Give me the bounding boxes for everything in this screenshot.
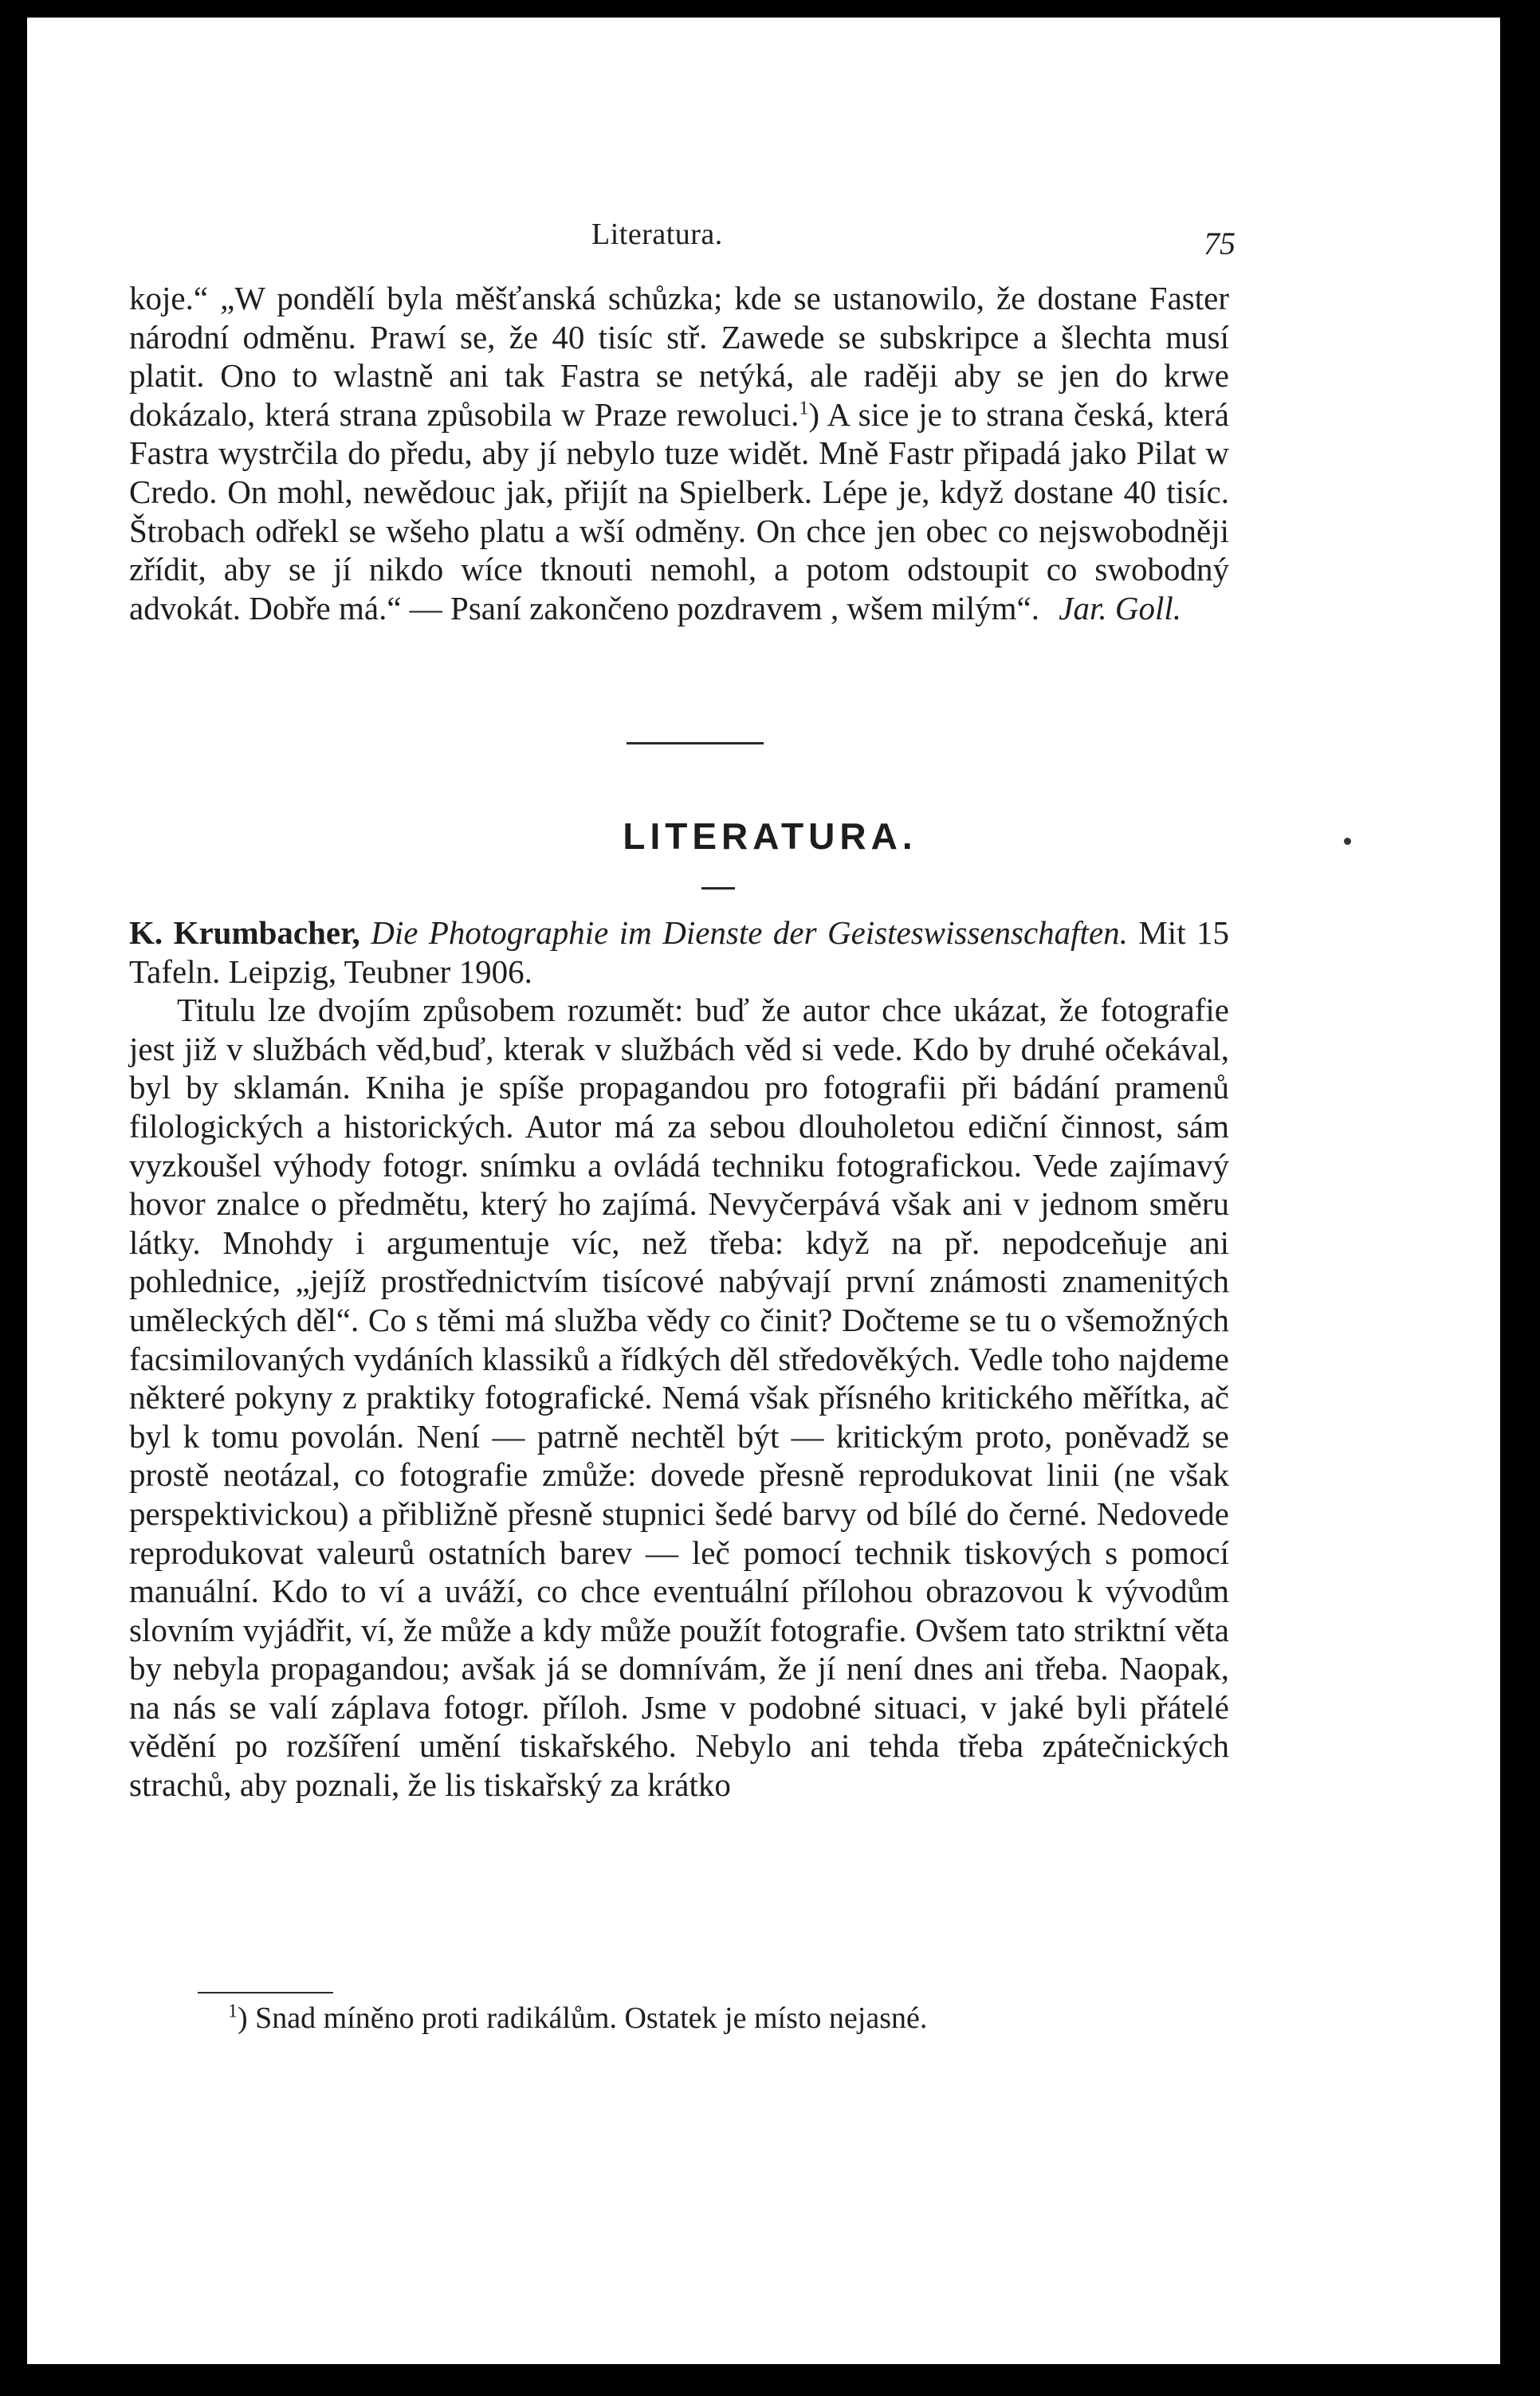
footnote-reference: 1 <box>799 398 809 419</box>
review-book-title: Die Photographie im Dienste der Geisteswissenschaften. <box>371 914 1128 951</box>
footnote <box>228 2001 927 2036</box>
review-citation <box>129 913 1229 991</box>
section-divider <box>627 742 764 744</box>
letter-text-part2: ) A sice je to strana česká, která Fastra wystrčila do předu, aby jí nebylo tuze widět. Mně Fastr připadá jako Pilat w Credo. On mohl, newědouc jak, přijít na Spielberk. Lépe je, když dostane 40 tisíc. Štrobach odřekl se wšeho platu a wší odměny. On chce jen obec co nejswobodněji zřídit, aby se jí nikdo wíce tknouti nemohl, a potom odstoupit co swobodný advokát. Dobře má.“ — Psaní zakončeno pozdravem , wšem milým“. <box>129 395 1229 626</box>
footnote-marker: 1 <box>228 2001 238 2022</box>
review-author: K. Krumbacher, <box>129 914 360 951</box>
signature: Jar. Goll. <box>1059 589 1181 626</box>
running-title: Literatura. <box>591 218 723 251</box>
section-title: LITERATURA. <box>623 815 917 857</box>
letter-excerpt <box>129 279 1229 627</box>
letter-text-part1: koje.“ „W pondělí byla měšťanská schůzka; kde se ustanowilo, že dostane Faster národní odměnu. Prawí se, že 40 tisíc stř. Zawede se subskripce a šlechta musí platit. Ono to wlastně ani tak Fastra se netýká, ale raději aby se jen do krwe dokázalo, která strana způsobila w Praze rewoluci. <box>129 280 1229 433</box>
footnote-rule <box>198 1992 333 1993</box>
footnote-text: ) Snad míněno proti radikálům. Ostatek je místo nejasné. <box>238 2001 928 2035</box>
review <box>129 913 1229 1805</box>
review-publication: Mit 15 Tafeln. Leipzig, Teubner 1906. <box>129 914 1230 990</box>
letter-paragraph <box>129 279 1229 627</box>
scan-edge-left <box>0 0 27 2396</box>
review-text: Titulu lze dvojím způsobem rozumět: buď že autor chce ukázat, že fotografie jest již v službách věd,buď, kterak v službách věd si vede. Kdo by druhé očekával, byl by sklamán. Kniha je spíše propagandou pro fotografii při bádání pramenů filologických a historických. Autor má za sebou dlouholetou ediční činnost, sám vyzkoušel výhody fotogr. snímku a ovládá techniku fotografickou. Vede zajímavý hovor znalce o předmětu, který ho zajímá. Nevyčerpává však ani v jednom směru látky. Mnohdy i argumentuje víc, než třeba: když na př. nepodceňuje ani pohlednice, „jejíž prostřednictvím tisícové nabývají první známosti znamenitých uměleckých děl“. Co s těmi má služba vědy co činit? Dočteme se tu o všemožných facsimilovaných vydáních klassiků a řídkých děl středověkých. Vedle toho najdeme některé pokyny z praktiky fotografické. Nemá však přísného kritického měřítka, ač byl k tomu povolán. Není — patrně nechtěl být — kritickým proto, poněvadž se prostě neotázal, co fotografie zmůže: dovede přesně reprodukovat linii (ne však perspektivickou) a přibližně přesně stupnici šedé barvy od bílé do černé. Nedovede reprodukovat valeurů ostatních barev — leč pomocí technik tiskových s pomocí manuální. Kdo to ví a uváží, co chce eventuální přílohou obrazovou k vývodům slovním vyjádřit, ví, že může a kdy může použít fotografie. Ovšem tato striktní věta by nebyla propagandou; avšak já se domnívám, že jí není dnes ani třeba. Naopak, na nás se valí záplava fotogr. příloh. Jsme v podobné situaci, v jaké byli přátelé vědění po rozšíření umění tiskařského. Nebylo ani tehda třeba zpátečnických strachů, aby poznali, že lis tiskařský za krátko <box>129 992 1229 1804</box>
scan-speck <box>1344 838 1351 845</box>
scan-edge-top <box>0 0 1540 18</box>
scan-edge-right <box>1500 0 1540 2396</box>
page-number: 75 <box>1204 226 1236 261</box>
title-divider <box>701 887 735 890</box>
scan-edge-bottom <box>0 2364 1540 2396</box>
